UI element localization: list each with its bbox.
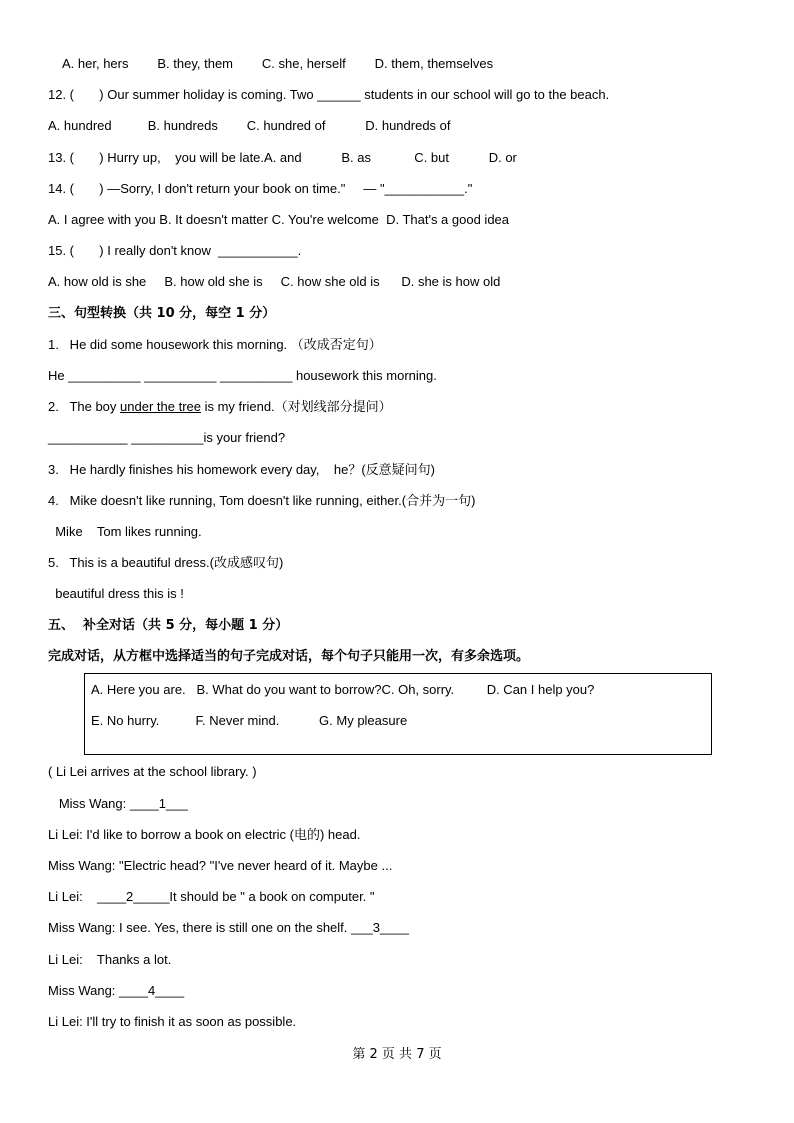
section5-instruction: 完成对话，从方框中选择适当的句子完成对话，每个句子只能用一次，有多余选项。: [48, 649, 530, 664]
q15-stem: 15. ( ) I really don't know ___________.: [48, 243, 302, 258]
options-line-2: E. No hurry. F. Never mind. G. My pleasure: [91, 713, 408, 728]
q12-options: A. hundred B. hundreds C. hundred of D. hundreds of: [48, 118, 451, 133]
dialogue-line-2: Li Lei: I'd like to borrow a book on electric (电的) head.: [48, 827, 361, 842]
dialogue-line-4: Li Lei: ____2_____It should be " a book on computer. ": [48, 889, 375, 904]
q14-options: A. I agree with you B. It doesn't matter C. You're welcome D. That's a good idea: [48, 212, 510, 227]
q15-options: A. how old is she B. how old she is C. how she old is D. she is how old: [48, 274, 501, 289]
transform-2-prefix: 2. The boy: [48, 399, 121, 414]
options-box: [84, 673, 712, 755]
dialogue-line-5: Miss Wang: I see. Yes, there is still one on the shelf. ___3____: [48, 920, 409, 935]
transform-1: 1. He did some housework this morning. （改成否定句）: [48, 337, 382, 352]
q11-options: A. her, hers B. they, them C. she, herself D. them, themselves: [62, 56, 494, 71]
transform-4-answer: Mike Tom likes running.: [48, 524, 202, 539]
section3-heading: 三、句型转换（共 10 分，每空 1 分）: [48, 306, 276, 321]
transform-1-answer: He __________ __________ __________ housework this morning.: [48, 368, 437, 383]
dialogue-line-8: Li Lei: I'll try to finish it as soon as possible.: [48, 1014, 297, 1029]
transform-3: 3. He hardly finishes his homework every day, he？(反意疑问句): [48, 462, 435, 477]
dialogue-line-6: Li Lei: Thanks a lot.: [48, 952, 172, 967]
transform-5-answer: beautiful dress this is !: [48, 586, 184, 601]
dialogue-scene: ( Li Lei arrives at the school library. ): [48, 764, 257, 779]
options-line-1: A. Here you are. B. What do you want to borrow?C. Oh, sorry. D. Can I help you?: [91, 682, 595, 697]
section5-heading: 五、 补全对话（共 5 分，每小题 1 分）: [48, 618, 289, 633]
dialogue-line-1: Miss Wang: ____1___: [48, 796, 188, 811]
q13: 13. ( ) Hurry up, you will be late.A. and B. as C. but D. or: [48, 150, 517, 165]
page-footer: 第 2 页 共 7 页: [352, 1047, 442, 1062]
dialogue-line-7: Miss Wang: ____4____: [48, 983, 185, 998]
transform-2-suffix: is my friend.（对划线部分提问）: [200, 399, 392, 414]
transform-5: 5. This is a beautiful dress.(改成感叹句): [48, 555, 284, 570]
transform-4: 4. Mike doesn't like running, Tom doesn't like running, either.(合并为一句): [48, 493, 476, 508]
q12-stem: 12. ( ) Our summer holiday is coming. Two ______ students in our school will go to the beach.: [48, 87, 610, 102]
q14-stem: 14. ( ) —Sorry, I don't return your book on time." — "___________.": [48, 181, 473, 196]
transform-2: [48, 399, 392, 415]
transform-2-answer: ___________ __________is your friend?: [48, 430, 286, 445]
transform-2-underlined: under the tree: [120, 399, 201, 414]
dialogue-line-3: Miss Wang: "Electric head? "I've never heard of it. Maybe ...: [48, 858, 393, 873]
